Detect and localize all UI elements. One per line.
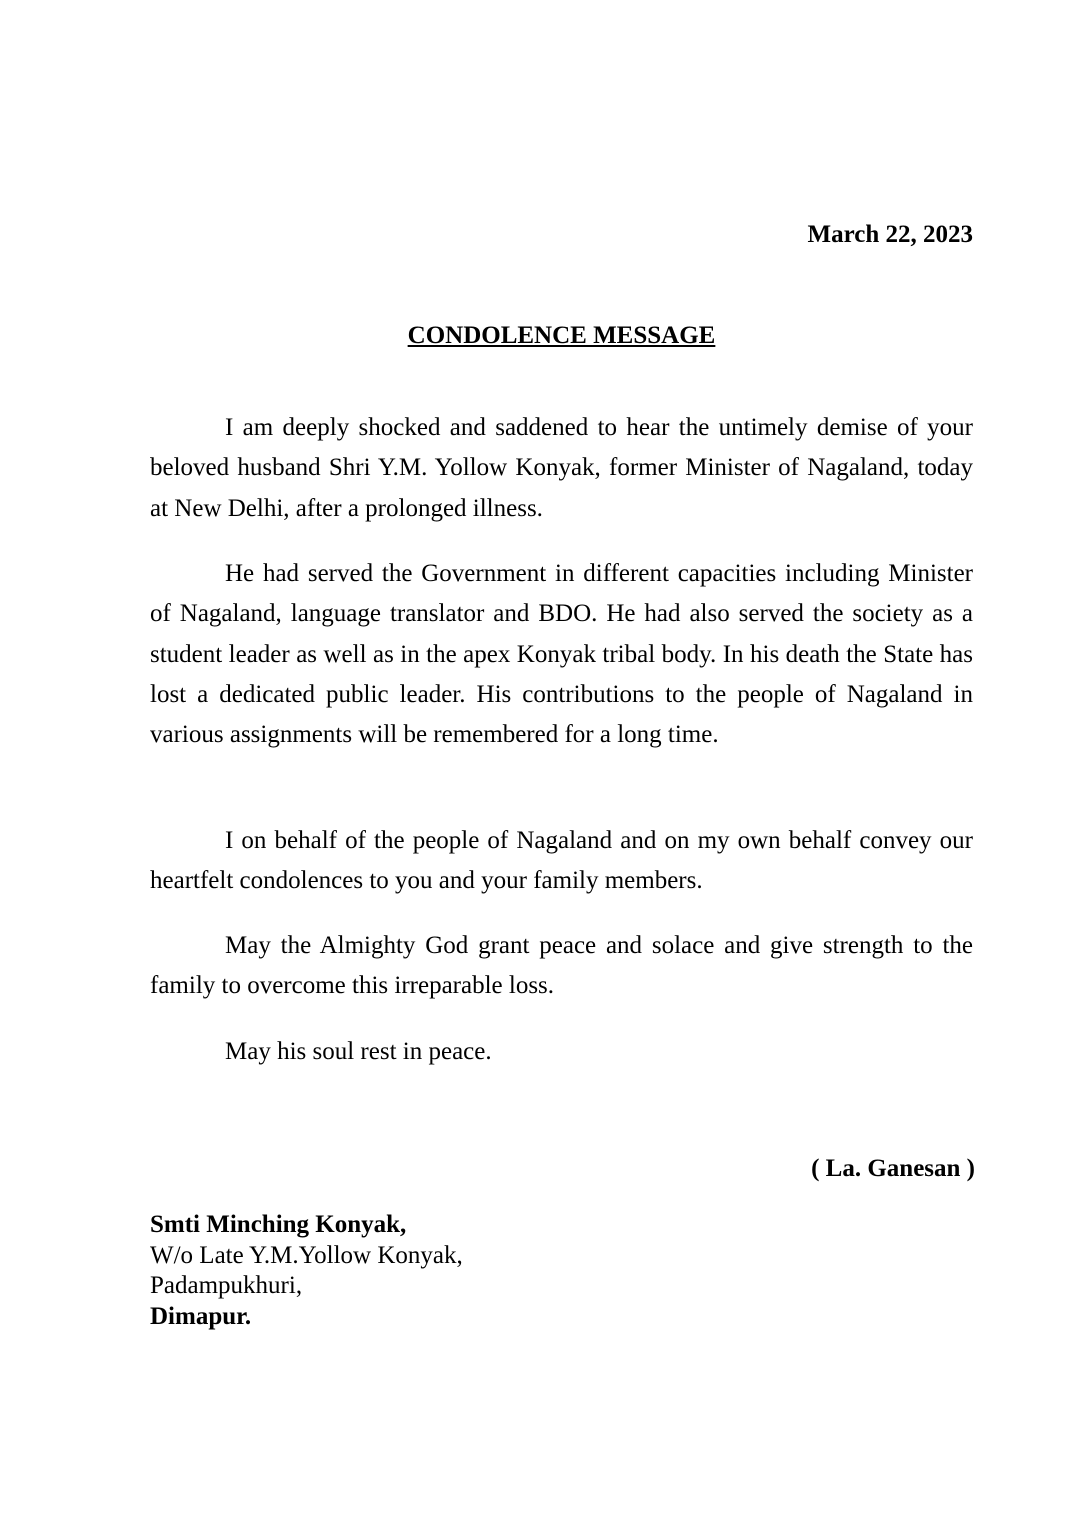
letter-body xyxy=(150,408,973,554)
page-title: CONDOLENCE MESSAGE xyxy=(407,322,716,349)
letter-body-4 xyxy=(150,926,973,1032)
signature: ( La. Ganesan ) xyxy=(811,1155,975,1182)
recipient-address xyxy=(150,1210,463,1332)
recipient-line-2: Padampukhuri, xyxy=(150,1272,303,1299)
recipient-name: Smti Minching Konyak, xyxy=(150,1211,407,1238)
recipient-line-1: W/o Late Y.M.Yollow Konyak, xyxy=(150,1241,463,1269)
letter-body-5 xyxy=(150,1032,973,1097)
recipient-city: Dimapur. xyxy=(150,1302,252,1330)
paragraph-5: May his soul rest in peace. xyxy=(225,1038,492,1065)
letter-body-3 xyxy=(150,821,973,927)
paragraph-3: I on behalf of the people of Nagaland and on my own behalf convey our heartfelt condolences to you and your family members. xyxy=(150,827,973,895)
letter-date: March 22, 2023 xyxy=(807,221,973,248)
letter-body-2 xyxy=(150,554,973,780)
paragraph-2: He had served the Government in different capacities including Minister of Nagaland, language translator and BDO. He had also served the society as a student leader as well as in the apex Konyak tribal body. In his death the State has lost a dedicated public leader. His contributions to the people of Nagaland in various assignments will be remembered for a long time. xyxy=(150,560,973,749)
paragraph-4: May the Almighty God grant peace and solace and give strength to the family to overcome this irreparable loss. xyxy=(150,932,973,1000)
paragraph-1: I am deeply shocked and saddened to hear the untimely demise of your beloved husband Shri Y.M. Yollow Konyak, former Minister of Nagaland, today at New Delhi, after a prolonged illness. xyxy=(150,414,973,522)
